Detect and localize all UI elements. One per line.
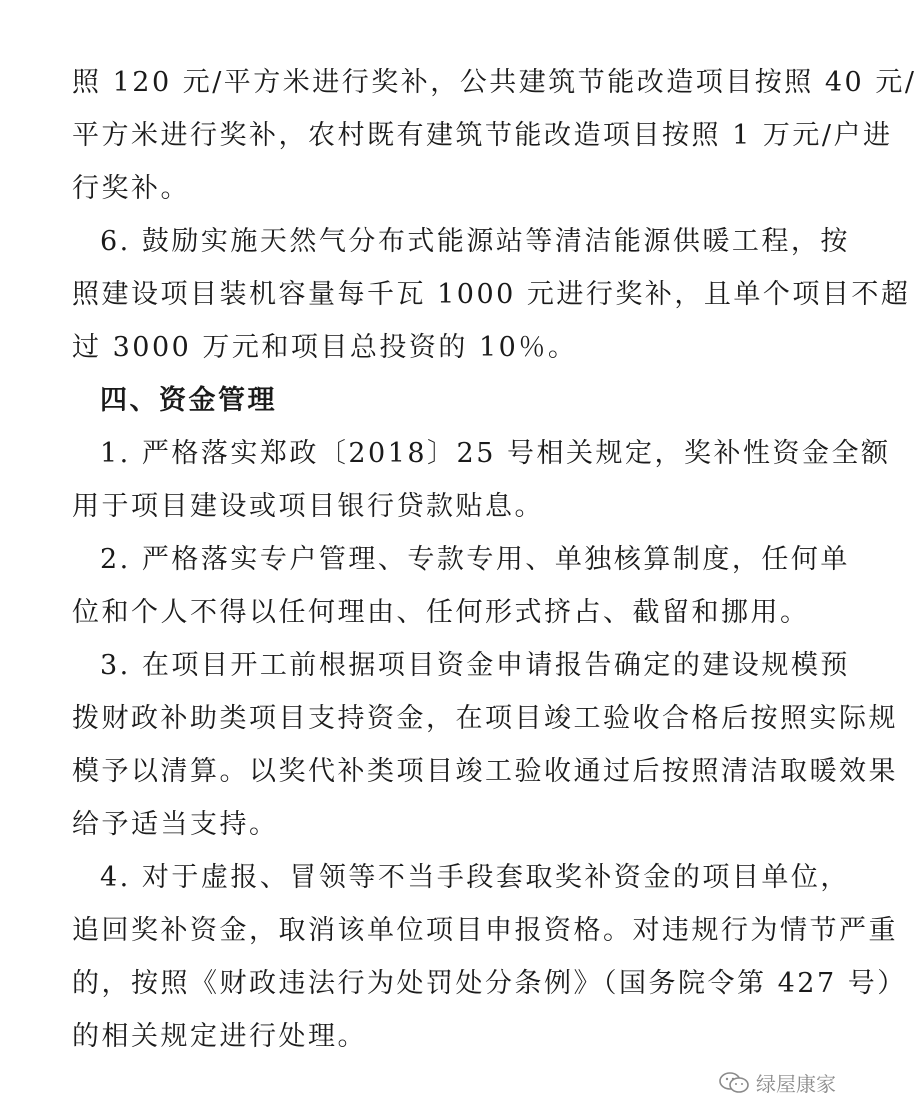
paragraph-line: 3. 在项目开工前根据项目资金申请报告确定的建设规模预 xyxy=(100,650,850,681)
paragraph-line: 平方米进行奖补，农村既有建筑节能改造项目按照 1 万元/户进 xyxy=(72,120,893,151)
paragraph-line: 2. 严格落实专户管理、专款专用、单独核算制度，任何单 xyxy=(100,544,850,575)
paragraph-line: 位和个人不得以任何理由、任何形式挤占、截留和挪用。 xyxy=(72,597,810,628)
paragraph-line: 用于项目建设或项目银行贷款贴息。 xyxy=(72,491,544,522)
paragraph-line: 照建设项目装机容量每千瓦 1000 元进行奖补，且单个项目不超 xyxy=(72,279,911,310)
paragraph-line: 过 3000 万元和项目总投资的 10％。 xyxy=(72,332,578,363)
paragraph-line: 4. 对于虚报、冒领等不当手段套取奖补资金的项目单位， xyxy=(100,862,850,893)
watermark xyxy=(718,1068,836,1097)
watermark-text: 绿屋康家 xyxy=(756,1072,836,1096)
paragraph-line: 6. 鼓励实施天然气分布式能源站等清洁能源供暖工程，按 xyxy=(100,226,850,257)
paragraph-line: 模予以清算。以奖代补类项目竣工验收通过后按照清洁取暖效果 xyxy=(72,756,898,787)
paragraph-line: 照 120 元/平方米进行奖补，公共建筑节能改造项目按照 40 元/ xyxy=(72,67,916,98)
paragraph-line: 给予适当支持。 xyxy=(72,809,279,840)
document-body xyxy=(72,56,916,1063)
paragraph-line: 拨财政补助类项目支持资金，在项目竣工验收合格后按照实际规 xyxy=(72,703,898,734)
paragraph-line: 行奖补。 xyxy=(72,173,190,204)
section-heading: 四、资金管理 xyxy=(100,385,277,416)
paragraph-line: 的，按照《财政违法行为处罚处分条例》（国务院令第 427 号） xyxy=(72,968,907,999)
paragraph-line: 1. 严格落实郑政〔2018〕25 号相关规定，奖补性资金全额 xyxy=(100,438,891,469)
paragraph-line: 追回奖补资金，取消该单位项目申报资格。对违规行为情节严重 xyxy=(72,915,898,946)
wechat-icon xyxy=(718,1071,750,1095)
paragraph-line: 的相关规定进行处理。 xyxy=(72,1021,367,1052)
